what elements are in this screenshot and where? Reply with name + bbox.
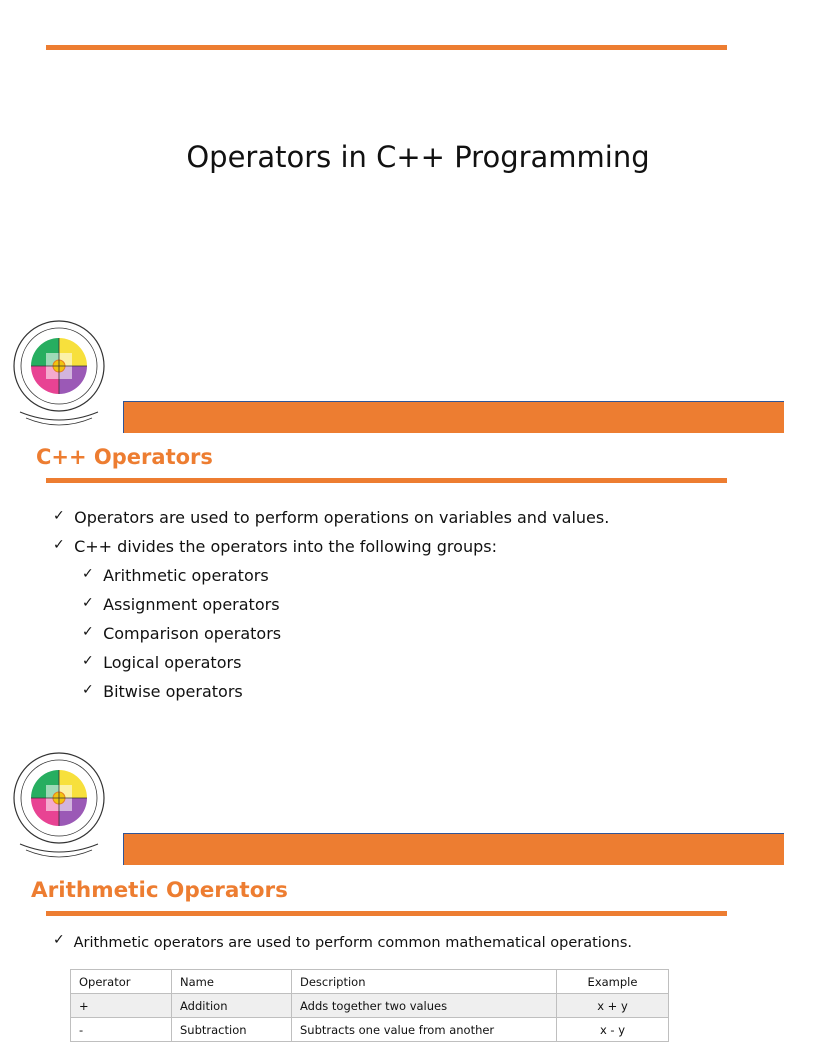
slide-heading: C++ Operators: [36, 445, 213, 469]
sub-bullet-item: ✓ Comparison operators: [82, 624, 282, 643]
table-header-row: [71, 970, 669, 994]
table-row: [71, 994, 669, 1018]
institute-seal-logo: [6, 320, 112, 424]
table-row: [71, 1018, 669, 1042]
bullet-item: ✓ Operators are used to perform operations on variables and values.: [53, 508, 610, 527]
table-cell: x + y: [557, 994, 669, 1018]
table-cell: +: [71, 994, 172, 1018]
heading-underline: [46, 911, 727, 916]
check-icon: ✓: [53, 508, 65, 524]
sub-bullet-item: ✓ Assignment operators: [82, 595, 280, 614]
column-header: Description: [292, 970, 557, 994]
table-cell: Subtraction: [172, 1018, 292, 1042]
cpp-operators-slide: [0, 320, 768, 752]
table-cell: Addition: [172, 994, 292, 1018]
bullet-item: ✓ C++ divides the operators into the following groups:: [53, 537, 497, 556]
check-icon: ✓: [82, 682, 94, 698]
header-accent-bar: [123, 833, 784, 865]
institute-seal-logo: [6, 752, 112, 856]
check-icon: ✓: [53, 932, 65, 948]
check-icon: ✓: [82, 624, 94, 640]
column-header: Name: [172, 970, 292, 994]
table-cell: Adds together two values: [292, 994, 557, 1018]
heading-underline: [46, 478, 727, 483]
check-icon: ✓: [82, 653, 94, 669]
table-cell: Subtracts one value from another: [292, 1018, 557, 1042]
top-accent-rule: [46, 45, 727, 50]
arithmetic-operators-slide: [0, 752, 768, 1037]
title-slide: [0, 0, 768, 320]
column-header: Operator: [71, 970, 172, 994]
column-header: Example: [557, 970, 669, 994]
check-icon: ✓: [82, 566, 94, 582]
table-cell: -: [71, 1018, 172, 1042]
operators-table: [70, 969, 669, 1042]
check-icon: ✓: [82, 595, 94, 611]
sub-bullet-item: ✓ Arithmetic operators: [82, 566, 269, 585]
bullet-item: ✓ Arithmetic operators are used to perform common mathematical operations.: [53, 932, 633, 951]
slide-heading: Arithmetic Operators: [31, 878, 288, 903]
sub-bullet-item: ✓ Bitwise operators: [82, 682, 243, 701]
table-cell: x - y: [557, 1018, 669, 1042]
sub-bullet-item: ✓ Logical operators: [82, 653, 242, 672]
header-accent-bar: [123, 401, 784, 433]
check-icon: ✓: [53, 537, 65, 553]
presentation-title: Operators in C++ Programming: [186, 140, 650, 174]
